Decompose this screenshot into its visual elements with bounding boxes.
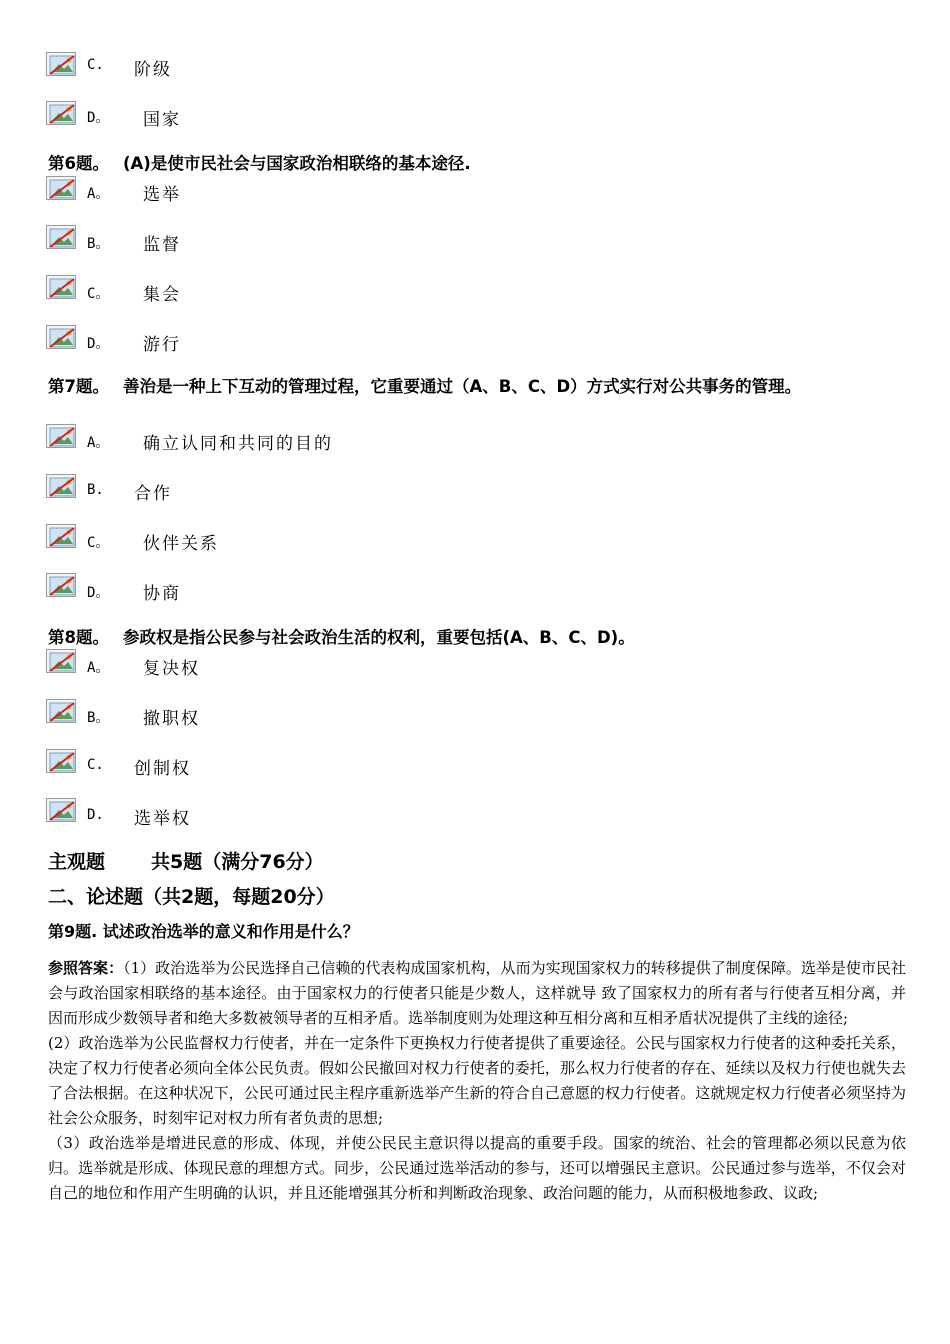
broken-image-icon [46,749,76,773]
section-title: 二、论述题（共2题，每题20分） [48,886,335,908]
q5-option-c[interactable] [46,51,76,77]
option-letter: D。 [87,110,110,126]
broken-image-icon [46,573,76,597]
option-letter: D。 [87,585,110,601]
option-text: 创制权 [134,759,191,779]
option-text: 游行 [143,335,181,355]
answer-text: （1）政治选举为公民选择自己信赖的代表构成国家机构，从而为实现国家权力的转移提供了制度保障。选举是使市民社会与政治国家相联络的基本途径。由于国家权力的行使者只能是少数人，这样就导 致了国家权力的所有者与行使者互相分离，并因而形成少数领导者和绝大多数被领导者的互相矛盾。选举制度则为处理这种互相分离和互相矛盾状况提供了主线的途径; [48,959,906,1027]
option-letter: B。 [87,710,110,726]
broken-image-icon [46,474,76,498]
broken-image-icon [46,176,76,200]
question-text: 参政权是指公民参与社会政治生活的权利，重要包括(A、B、C、D)。 [122,628,635,647]
broken-image-icon [46,649,76,673]
question-6-heading [48,150,471,174]
option-text: 选举权 [134,809,191,829]
option-text: 伙伴关系 [143,534,219,554]
section-info: 共5题（满分76分） [151,851,324,873]
q6-option-d[interactable] [46,324,76,350]
question-8-heading [48,624,635,648]
broken-image-icon [46,699,76,723]
option-text: 合作 [134,484,172,504]
q6-option-b[interactable] [46,224,76,250]
option-text: 确立认同和共同的目的 [143,434,333,454]
q8-option-d[interactable] [46,797,76,823]
question-number: 第7题。 [48,377,109,396]
question-text: 善治是一种上下互动的管理过程，它重要通过（A、B、C、D）方式实行对公共事务的管理。 [122,377,802,396]
subjective-section-heading [48,847,324,874]
option-text: 监督 [143,235,181,255]
answer-paragraph [48,956,906,1031]
q7-option-d[interactable] [46,572,76,598]
option-text: 国家 [143,110,181,130]
broken-image-icon [46,225,76,249]
broken-image-icon [46,424,76,448]
option-letter: C。 [87,286,110,302]
answer-label: 参照答案： [48,959,124,977]
option-text: 撤职权 [143,709,200,729]
q8-option-a[interactable] [46,648,76,674]
broken-image-icon [46,275,76,299]
answer-paragraph: (2）政治选举为公民监督权力行使者，并在一定条件下更换权力行使者提供了重要途径。公民与国家权力行使者的这种委托关系，决定了权力行使者必须向全体公民负责。假如公民撤回对权力行使者的委托，那么权力行使者的存在、延续以及权力行使也就失去了合法根据。在这种状况下，公民可通过民主程序重新选举产生新的符合自己意愿的权力行使者。这就规定权力行使者必须坚持为社会公众服务，时刻牢记对权力所有者负责的思想; [48,1034,906,1127]
question-text: (A)是使市民社会与国家政治相联络的基本途径. [122,154,471,173]
option-text: 复决权 [143,659,200,679]
option-letter: B。 [87,236,110,252]
option-letter: A。 [87,435,110,451]
essay-section-heading [48,882,335,909]
q7-option-b[interactable] [46,473,76,499]
broken-image-icon [46,52,76,76]
q8-option-c[interactable] [46,748,76,774]
q8-option-b[interactable] [46,698,76,724]
broken-image-icon [46,798,76,822]
option-letter: C. [87,57,104,73]
option-letter: D. [87,807,104,823]
question-7-heading [48,375,908,399]
section-title: 主观题 [48,851,106,873]
option-letter: A。 [87,186,110,202]
question-number: 第6题。 [48,154,109,173]
q6-option-a[interactable] [46,175,76,201]
q5-option-d[interactable] [46,100,76,126]
question-text: 第9题. 试述政治选举的意义和作用是什么？ [48,922,359,941]
option-letter: C. [87,757,104,773]
broken-image-icon [46,524,76,548]
q7-option-a[interactable] [46,423,76,449]
broken-image-icon [46,325,76,349]
q7-option-c[interactable] [46,523,76,549]
option-letter: C。 [87,535,110,551]
answer-paragraph: （3）政治选举是增进民意的形成、体现，并使公民民主意识得以提高的重要手段。国家的统治、社会的管理都必须以民意为依归。选举就是形成、体现民意的理想方式。同步，公民通过选举活动的参与，还可以增强民主意识。公民通过参与选举，不仅会对自己的地位和作用产生明确的认识，并且还能增强其分析和判断政治现象、政治问题的能力，从而积极地参政、议政; [48,1134,906,1202]
question-number: 第8题。 [48,628,109,647]
option-letter: B. [87,482,104,498]
q6-option-c[interactable] [46,274,76,300]
option-letter: D。 [87,336,110,352]
option-letter: A。 [87,660,110,676]
broken-image-icon [46,101,76,125]
question-9-heading [48,919,359,942]
option-text: 协商 [143,584,181,604]
option-text: 选举 [143,185,181,205]
option-text: 阶级 [134,60,172,80]
option-text: 集会 [143,285,181,305]
reference-answer [48,956,906,1206]
